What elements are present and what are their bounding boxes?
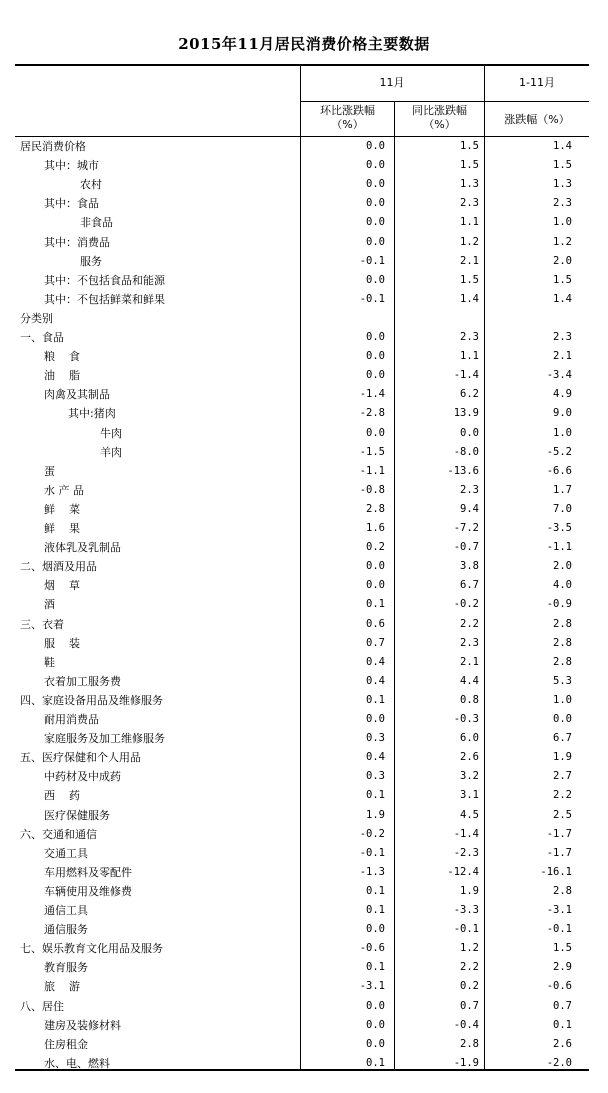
row-label: 耐用消费品 — [44, 713, 99, 726]
table-row — [0, 309, 608, 328]
yoy-value: 6.2 — [460, 388, 479, 401]
ytd-value: -1.7 — [546, 827, 572, 840]
mom-value: 0.2 — [366, 541, 385, 554]
yoy-value: 1.2 — [460, 942, 479, 955]
ytd-value: 2.9 — [553, 961, 572, 974]
mom-value: 0.0 — [366, 426, 385, 439]
row-label: 八、居住 — [20, 999, 64, 1013]
table-row — [0, 213, 608, 232]
table-row — [0, 882, 608, 901]
yoy-value: 2.3 — [460, 331, 479, 343]
table-row — [0, 767, 608, 786]
row-label: 鲜 菜 — [44, 502, 80, 516]
row-label: 旅 游 — [44, 980, 80, 994]
yoy-value: 1.9 — [460, 884, 479, 897]
mom-value: -0.1 — [359, 254, 385, 267]
ytd-value: 1.0 — [553, 426, 572, 439]
table-row — [0, 538, 608, 557]
page-title: 2015年11月居民消费价格主要数据 — [178, 35, 430, 53]
table-row — [0, 863, 608, 882]
yoy-value: -2.3 — [453, 846, 479, 859]
yoy-value: -0.4 — [453, 1018, 479, 1031]
header-yoy — [395, 104, 484, 132]
ytd-value: 0.7 — [553, 999, 572, 1012]
mom-value: 0.0 — [366, 273, 385, 286]
yoy-value: 0.2 — [460, 980, 479, 993]
mom-value: -2.8 — [359, 407, 385, 420]
row-label: 其中：不包括鲜菜和鲜果 — [44, 292, 165, 306]
ytd-value: 4.0 — [553, 579, 572, 592]
mom-value: 0.1 — [366, 693, 385, 706]
mom-value: 0.1 — [366, 961, 385, 974]
yoy-value: -0.1 — [453, 923, 479, 936]
header-jan-nov: 1-11月 — [519, 76, 555, 89]
row-label: 通信工具 — [44, 904, 88, 917]
row-label: 五、医疗保健和个人用品 — [20, 751, 141, 765]
row-label: 西 药 — [44, 789, 80, 803]
mom-value: 0.0 — [366, 560, 385, 573]
row-label: 服 装 — [44, 636, 80, 650]
mom-value: 0.0 — [366, 1037, 385, 1050]
mom-value: 0.0 — [366, 923, 385, 936]
row-label: 烟 草 — [44, 579, 80, 593]
row-label: 酒 — [44, 598, 55, 612]
yoy-value: 2.6 — [460, 751, 479, 764]
ytd-value: 1.3 — [553, 178, 572, 191]
mom-value: -0.1 — [359, 292, 385, 305]
row-label: 交通工具 — [44, 846, 88, 860]
ytd-value: -0.6 — [546, 980, 572, 993]
yoy-value: 0.8 — [460, 693, 479, 706]
mom-value: 0.4 — [366, 655, 385, 668]
yoy-value: 4.5 — [460, 808, 479, 821]
ytd-value: 1.5 — [553, 942, 572, 955]
mom-value: 1.6 — [366, 522, 385, 534]
row-label: 医疗保健服务 — [44, 808, 110, 822]
ytd-value: 2.8 — [553, 655, 572, 668]
ytd-value: -3.4 — [546, 369, 572, 382]
row-label: 住房租金 — [44, 1037, 88, 1051]
header-november: 11月 — [379, 76, 405, 89]
table-row — [0, 729, 608, 748]
table-row — [0, 958, 608, 977]
mom-value: 0.7 — [366, 636, 385, 649]
yoy-value: 0.7 — [460, 999, 479, 1012]
yoy-value: 1.4 — [460, 292, 479, 305]
header-mom — [301, 104, 394, 132]
mom-value: 0.0 — [366, 350, 385, 363]
header-mom-unit: （%） — [331, 118, 364, 131]
row-label: 家庭服务及加工维修服务 — [44, 732, 165, 746]
mom-value: 0.0 — [366, 197, 385, 210]
row-label: 油 脂 — [44, 369, 80, 383]
ytd-value: 9.0 — [553, 407, 572, 420]
yoy-value: 3.8 — [460, 560, 479, 573]
header-mom-label: 环比涨跌幅 — [320, 104, 375, 117]
yoy-value: -1.9 — [453, 1056, 479, 1069]
table-row — [0, 939, 608, 958]
yoy-value: -0.3 — [453, 713, 479, 725]
yoy-value: 2.2 — [460, 961, 479, 974]
table-row — [0, 366, 608, 385]
ytd-value: -0.9 — [546, 598, 572, 611]
mom-value: 0.0 — [366, 178, 385, 191]
table-row — [0, 347, 608, 366]
mom-value: 0.1 — [366, 789, 385, 802]
row-label: 牛肉 — [100, 426, 122, 440]
table-row — [0, 175, 608, 194]
mom-value: 0.0 — [366, 369, 385, 382]
table-top-border — [15, 64, 589, 66]
mom-value: -1.5 — [359, 445, 385, 458]
yoy-value: 1.5 — [460, 159, 479, 172]
ytd-value: 4.9 — [553, 388, 572, 401]
row-label: 服务 — [80, 254, 102, 268]
row-label: 羊肉 — [100, 445, 122, 459]
yoy-value: -1.4 — [453, 827, 479, 840]
row-label: 肉禽及其制品 — [44, 388, 110, 402]
ytd-value: 0.1 — [553, 1018, 572, 1031]
row-label: 其中：不包括食品和能源 — [44, 273, 165, 287]
mom-value: 0.0 — [366, 713, 385, 725]
yoy-value: 1.5 — [460, 140, 479, 152]
yoy-value: -7.2 — [453, 522, 479, 534]
row-label: 一、食品 — [20, 331, 64, 344]
mom-value: 0.4 — [366, 674, 385, 687]
ytd-value: -2.0 — [546, 1056, 572, 1069]
header-yoy-unit: （%） — [423, 118, 456, 131]
row-label: 建房及装修材料 — [44, 1018, 121, 1032]
table-row — [0, 404, 608, 423]
row-label: 粮 食 — [44, 350, 80, 364]
table-row — [0, 615, 608, 634]
ytd-value: 1.9 — [553, 751, 572, 764]
row-label: 通信服务 — [44, 923, 88, 937]
ytd-value: -3.1 — [546, 904, 572, 916]
mom-value: 0.0 — [366, 140, 385, 152]
mom-value: 0.4 — [366, 751, 385, 764]
ytd-value: -6.6 — [546, 464, 572, 477]
mom-value: -0.8 — [359, 483, 385, 496]
table-row — [0, 328, 608, 347]
ytd-value: 1.4 — [553, 140, 572, 152]
ytd-value: 1.0 — [553, 216, 572, 229]
ytd-value: -0.1 — [546, 923, 572, 936]
row-label: 水 产 品 — [44, 483, 84, 497]
mom-value: 0.0 — [366, 999, 385, 1012]
table-row — [0, 385, 608, 404]
mom-value: 0.0 — [366, 159, 385, 172]
table-row — [0, 1054, 608, 1073]
mom-value: -1.4 — [359, 388, 385, 401]
yoy-value: -0.2 — [453, 598, 479, 611]
ytd-value: 0.0 — [553, 713, 572, 725]
row-label: 液体乳及乳制品 — [44, 541, 121, 555]
table-row — [0, 500, 608, 519]
yoy-value: 2.3 — [460, 197, 479, 210]
row-label: 车辆使用及维修费 — [44, 884, 132, 898]
yoy-value: 2.2 — [460, 617, 479, 630]
row-label: 农村 — [80, 178, 102, 192]
yoy-value: 1.3 — [460, 178, 479, 191]
yoy-value: 1.1 — [460, 350, 479, 363]
ytd-value: 2.3 — [553, 331, 572, 343]
mom-value: 0.0 — [366, 1018, 385, 1031]
table-row — [0, 748, 608, 767]
mom-value: -0.1 — [359, 846, 385, 859]
mom-value: 0.0 — [366, 235, 385, 248]
mom-value: 0.3 — [366, 732, 385, 745]
yoy-value: 0.0 — [460, 426, 479, 439]
row-label: 车用燃料及零配件 — [44, 865, 132, 879]
table-row — [0, 997, 608, 1016]
ytd-value: 1.5 — [553, 273, 572, 286]
yoy-value: 2.3 — [460, 636, 479, 649]
row-label: 分类别 — [20, 311, 53, 325]
table-row — [0, 156, 608, 175]
yoy-value: 2.3 — [460, 483, 479, 496]
mom-value: -1.1 — [359, 464, 385, 477]
ytd-value: 6.7 — [553, 732, 572, 745]
ytd-value: 2.0 — [553, 254, 572, 267]
row-label: 四、家庭设备用品及维修服务 — [20, 693, 163, 707]
ytd-value: 2.2 — [553, 789, 572, 802]
yoy-value: 13.9 — [453, 407, 479, 420]
mom-value: 0.1 — [366, 598, 385, 611]
ytd-value: 1.2 — [553, 235, 572, 248]
table-row — [0, 252, 608, 271]
row-label: 六、交通和通信 — [20, 827, 97, 841]
table-row — [0, 825, 608, 844]
table-row — [0, 424, 608, 443]
yoy-value: -3.3 — [453, 904, 479, 916]
yoy-value: 3.1 — [460, 789, 479, 802]
row-label: 其中:猪肉 — [68, 407, 116, 421]
mom-value: 0.1 — [366, 1056, 385, 1069]
mom-value: 0.0 — [366, 331, 385, 343]
yoy-value: 1.1 — [460, 216, 479, 229]
ytd-value: 2.0 — [553, 560, 572, 573]
row-label: 非食品 — [80, 216, 113, 230]
row-label: 二、烟酒及用品 — [20, 560, 97, 574]
mom-value: -1.3 — [359, 865, 385, 878]
mom-value: 2.8 — [366, 502, 385, 515]
table-row — [0, 710, 608, 729]
table-row — [0, 137, 608, 156]
table-row — [0, 672, 608, 691]
table-row — [0, 576, 608, 595]
ytd-value: 2.8 — [553, 617, 572, 630]
row-label: 居民消费价格 — [20, 140, 86, 153]
ytd-value: 2.1 — [553, 350, 572, 363]
ytd-value: 1.7 — [553, 483, 572, 496]
row-label: 其中：食品 — [44, 197, 99, 211]
row-label: 教育服务 — [44, 961, 88, 975]
table-row — [0, 443, 608, 462]
mom-value: 0.0 — [366, 216, 385, 229]
ytd-value: -1.1 — [546, 541, 572, 554]
table-row — [0, 977, 608, 996]
yoy-value: 9.4 — [460, 502, 479, 515]
ytd-value: -1.7 — [546, 846, 572, 859]
row-label: 其中：消费品 — [44, 235, 110, 249]
table-row — [0, 233, 608, 252]
row-label: 三、衣着 — [20, 617, 64, 631]
header-yoy-label: 同比涨跌幅 — [412, 104, 467, 117]
ytd-value: 1.5 — [553, 159, 572, 172]
ytd-value: -16.1 — [540, 865, 572, 878]
ytd-value: 5.3 — [553, 674, 572, 687]
table-row — [0, 920, 608, 939]
table-row — [0, 901, 608, 920]
ytd-value: 2.8 — [553, 636, 572, 649]
table-row — [0, 462, 608, 481]
row-label: 中药材及中成药 — [44, 770, 121, 784]
table-row — [0, 290, 608, 309]
row-label: 鲜 果 — [44, 522, 80, 535]
yoy-value: 6.0 — [460, 732, 479, 745]
ytd-value: 2.8 — [553, 884, 572, 897]
mom-value: -0.6 — [359, 942, 385, 955]
ytd-value: 1.4 — [553, 292, 572, 305]
table-row — [0, 1016, 608, 1035]
table-row — [0, 194, 608, 213]
row-label: 衣着加工服务费 — [44, 674, 121, 688]
yoy-value: 2.1 — [460, 655, 479, 668]
group-header-underline — [300, 101, 589, 102]
yoy-value: 1.2 — [460, 235, 479, 248]
yoy-value: -12.4 — [447, 865, 479, 878]
yoy-value: 2.1 — [460, 254, 479, 267]
table-row — [0, 481, 608, 500]
table-row — [0, 1035, 608, 1054]
row-label: 七、娱乐教育文化用品及服务 — [20, 942, 163, 956]
ytd-value: 2.6 — [553, 1037, 572, 1050]
row-label: 其中：城市 — [44, 159, 99, 173]
row-label: 鞋 — [44, 655, 55, 669]
mom-value: 1.9 — [366, 808, 385, 821]
ytd-value: 1.0 — [553, 693, 572, 706]
row-label: 水、电、燃料 — [44, 1056, 110, 1070]
ytd-value: 2.5 — [553, 808, 572, 821]
mom-value: 0.1 — [366, 884, 385, 897]
yoy-value: 1.5 — [460, 273, 479, 286]
mom-value: -3.1 — [359, 980, 385, 993]
table-row — [0, 653, 608, 672]
ytd-value: 2.7 — [553, 770, 572, 783]
yoy-value: 6.7 — [460, 579, 479, 592]
table-row — [0, 595, 608, 614]
mom-value: -0.2 — [359, 827, 385, 840]
yoy-value: 3.2 — [460, 770, 479, 783]
table-row — [0, 691, 608, 710]
table-row — [0, 844, 608, 863]
ytd-value: -3.5 — [546, 522, 572, 534]
header-ytd: 涨跌幅（%） — [504, 113, 570, 126]
yoy-value: -1.4 — [453, 369, 479, 382]
ytd-value: -5.2 — [546, 445, 572, 458]
table-row — [0, 557, 608, 576]
mom-value: 0.1 — [366, 904, 385, 916]
ytd-value: 2.3 — [553, 197, 572, 210]
mom-value: 0.6 — [366, 617, 385, 630]
yoy-value: -0.7 — [453, 541, 479, 554]
mom-value: 0.0 — [366, 579, 385, 592]
table-row — [0, 519, 608, 538]
yoy-value: -13.6 — [447, 464, 479, 477]
ytd-value: 7.0 — [553, 502, 572, 515]
yoy-value: -8.0 — [453, 445, 479, 458]
table-row — [0, 806, 608, 825]
yoy-value: 4.4 — [460, 674, 479, 687]
table-row — [0, 634, 608, 653]
mom-value: 0.3 — [366, 770, 385, 783]
table-row — [0, 786, 608, 805]
table-row — [0, 271, 608, 290]
row-label: 蛋 — [44, 464, 55, 478]
yoy-value: 2.8 — [460, 1037, 479, 1050]
